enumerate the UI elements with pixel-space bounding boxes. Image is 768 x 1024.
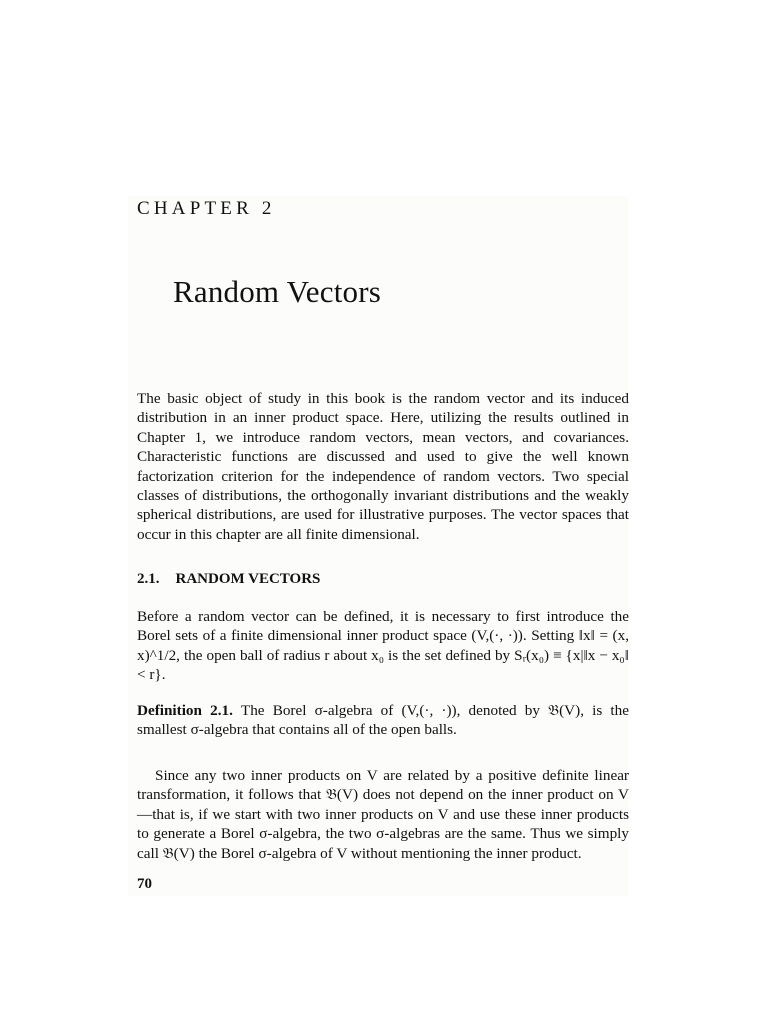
chapter-label: CHAPTER 2 — [137, 198, 276, 219]
intro-paragraph: The basic object of study in this book is the random vector and its induced distribution in an inner product space. Here, utilizing the results outlined in Chapter 1, we introduce random vectors, mean vectors, and covariances. Characteristic functions are discussed and used to give the well known factorization criterion for the independence of random vectors. Two special classes of distributions, the orthogonally invariant distributions and the weakly spherical distributions, are used for illustrative purposes. The vector spaces that occur in this chapter are all finite dimensional. — [137, 390, 629, 543]
section-paragraph: Before a random vector can be defined, it is necessary to first introduce the Borel sets of a finite dimensional inner product space (V,(·, ·)). Setting ‖x‖ = (x, x)^1/2, the open ball of radius r about x₀ is the set defined by Sᵣ(x₀) ≡ {x|‖x − x₀‖ < r}. — [137, 608, 629, 684]
chapter-title: Random Vectors — [173, 274, 382, 309]
section-number: 2.1. — [137, 571, 160, 587]
definition-block — [137, 701, 629, 740]
section-heading — [137, 571, 320, 588]
closing-paragraph: Since any two inner products on V are related by a positive definite linear transformation, it follows that 𝔅(V) does not depend on the inner product on V—that is, if we start with two inner products on V and use these inner products to generate a Borel σ-algebra, the two σ-algebras are the same. Thus we simply call 𝔅(V) the Borel σ-algebra of V without mentioning the inner product. — [137, 767, 629, 862]
definition-label: Definition 2.1. — [137, 702, 233, 719]
section-title: RANDOM VECTORS — [175, 571, 321, 587]
definition-text: The Borel σ-algebra of (V,(·, ·)), denoted by 𝔅(V), is the smallest σ-algebra that contains all of the open balls. — [137, 702, 629, 739]
page-number: 70 — [137, 876, 152, 892]
